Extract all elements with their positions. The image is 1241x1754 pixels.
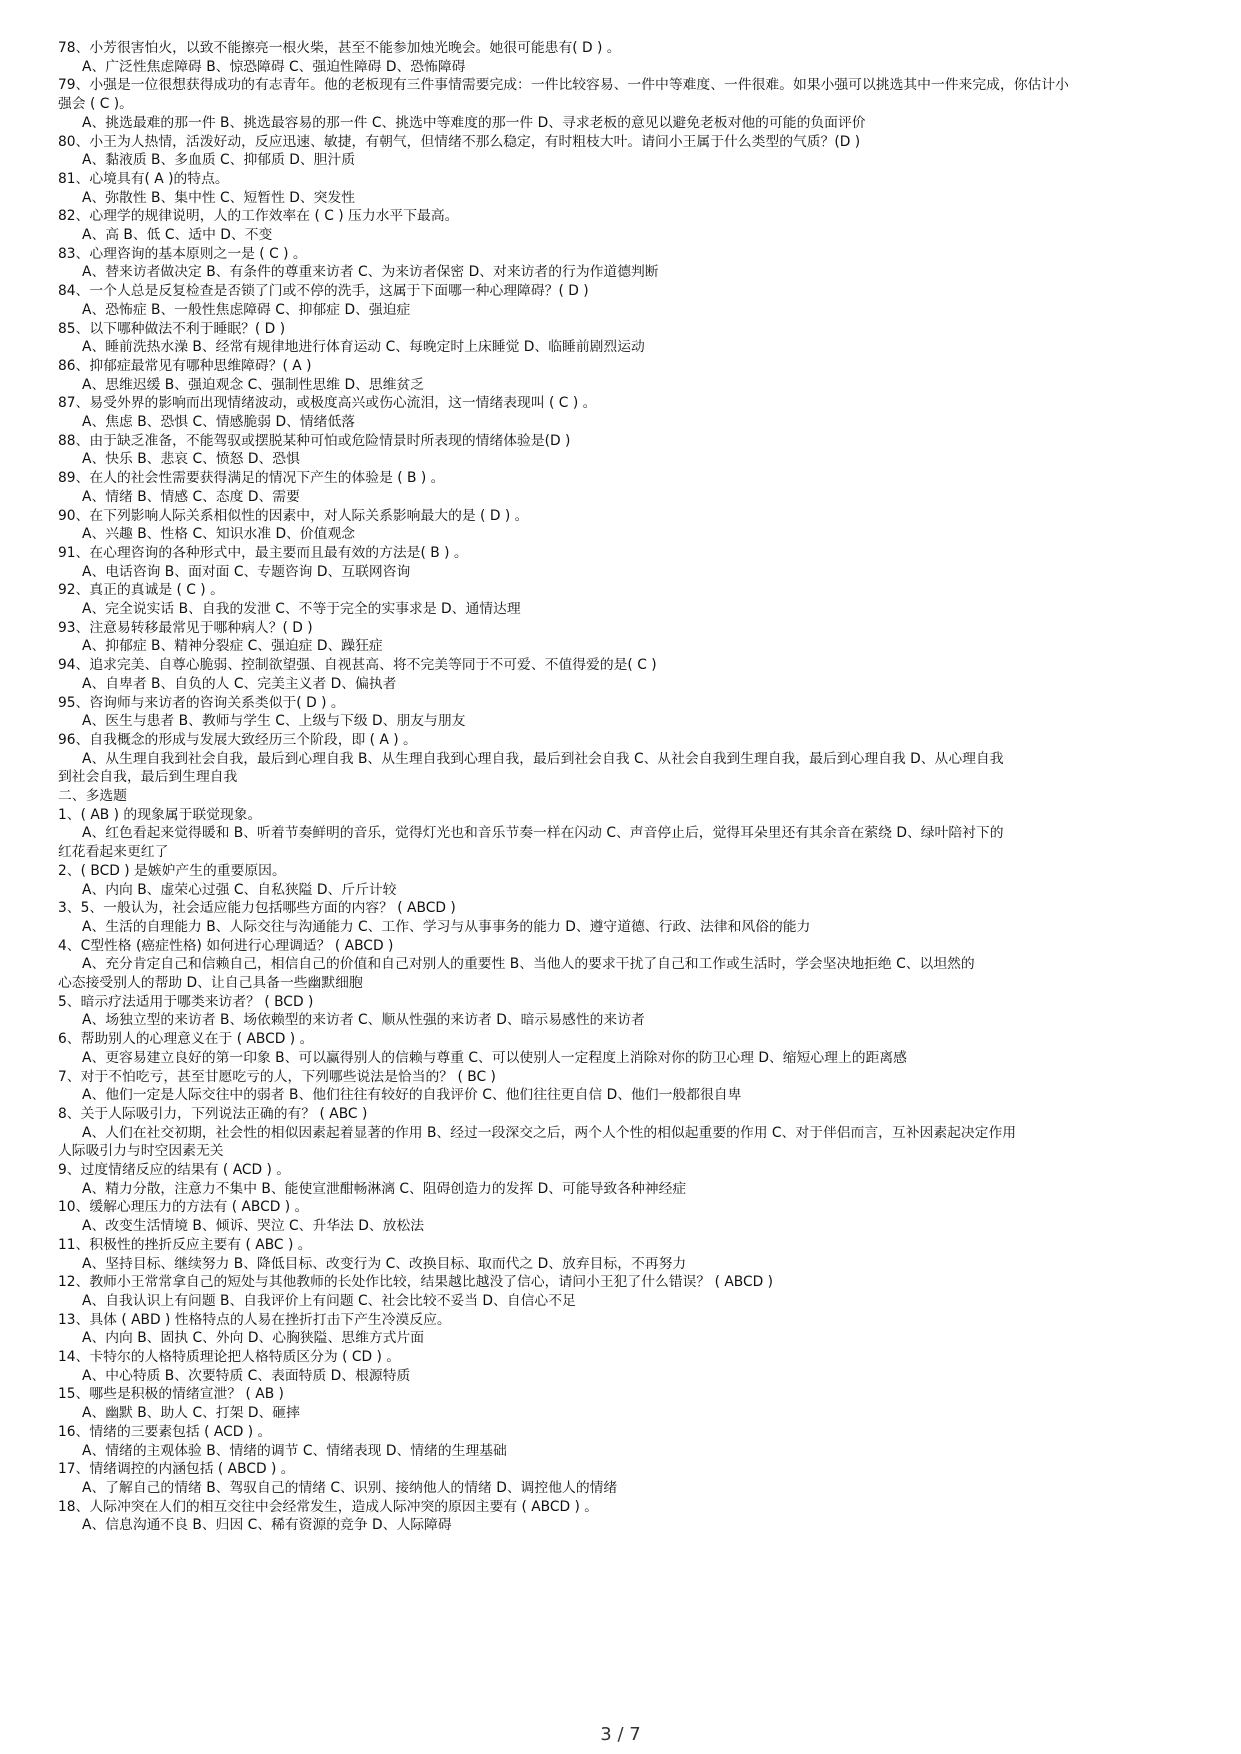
question-line: 二、多选题 bbox=[58, 788, 127, 804]
question-line: 强会 ( C )。 bbox=[58, 96, 133, 113]
answer-options: A、自卑者 B、自负的人 C、完美主义者 D、偏执者 bbox=[82, 675, 397, 692]
question-line: 78、小芳很害怕火，以致不能擦亮一根火柴，甚至不能参加烛光晚会。她很可能患有( D ) 。 bbox=[58, 40, 621, 56]
answer-options: A、场独立型的来访者 B、场依赖型的来访者 C、顺从性强的来访者 D、暗示易感性的来访者 bbox=[82, 1012, 645, 1029]
question-line: 88、由于缺乏准备，不能驾驭或摆脱某种可怕或危险情景时所表现的情绪体验是(D ) bbox=[58, 432, 571, 449]
question-line: 2、( BCD ) 是嫉妒产生的重要原因。 bbox=[58, 862, 286, 879]
answer-options: A、快乐 B、悲哀 C、愤怒 D、恐惧 bbox=[82, 451, 300, 468]
question-line: 87、易受外界的影响而出现情绪波动，或极度高兴或伤心流泪，这一情绪表现叫 ( C ) 。 bbox=[58, 395, 597, 412]
question-line: 3、5、一般认为，社会适应能力包括哪些方面的内容？ ( ABCD ) bbox=[58, 900, 456, 917]
question-line: 92、真正的真诚是 ( C ) 。 bbox=[58, 582, 224, 599]
question-line: 4、C型性格 (癌症性格) 如何进行心理调适？ ( ABCD ) bbox=[58, 937, 394, 954]
question-line: 14、卡特尔的人格特质理论把人格特质区分为 ( CD ) 。 bbox=[58, 1349, 401, 1365]
answer-options: A、挑选最难的那一件 B、挑选最容易的那一件 C、挑选中等难度的那一件 D、寻求老板的意见以避免老板对他的可能的负面评价 bbox=[82, 114, 866, 131]
question-line: 到社会自我，最后到生理自我 bbox=[58, 769, 238, 786]
question-line: 89、在人的社会性需要获得满足的情况下产生的体验是 ( B ) 。 bbox=[58, 470, 445, 487]
answer-options: A、坚持目标、继续努力 B、降低目标、改变行为 C、改换目标、取而代之 D、放弃目标，不再努力 bbox=[82, 1255, 687, 1272]
question-line: 94、追求完美、自尊心脆弱、控制欲望强、自视甚高、将不完美等同于不可爱、不值得爱的是( C ) bbox=[58, 657, 657, 674]
answer-options: A、他们一定是人际交往中的弱者 B、他们往往有较好的自我评价 C、他们往往更自信 D、他们一般都很自卑 bbox=[82, 1087, 742, 1104]
answer-options: A、内向 B、虚荣心过强 C、自私狭隘 D、斤斤计较 bbox=[82, 881, 397, 898]
question-line: 12、教师小王常常拿自己的短处与其他教师的长处作比较，结果越比越没了信心，请问小王犯了什么错误？ ( ABCD ) bbox=[58, 1274, 774, 1291]
answer-options: A、改变生活情境 B、倾诉、哭泣 C、升华法 D、放松法 bbox=[82, 1218, 425, 1235]
answer-options: A、充分肯定自己和信赖自己，相信自己的价值和自己对别人的重要性 B、当他人的要求干扰了自己和工作或生活时，学会坚决地拒绝 C、以坦然的 bbox=[82, 956, 975, 973]
question-line: 18、人际冲突在人们的相互交往中会经常发生，造成人际冲突的原因主要有 ( ABCD ) 。 bbox=[58, 1498, 599, 1515]
question-line: 96、自我概念的形成与发展大致经历三个阶段，即 ( A ) 。 bbox=[58, 731, 417, 748]
question-line: 6、帮助别人的心理意义在于 ( ABCD ) 。 bbox=[58, 1031, 314, 1048]
page-number: 3 / 7 bbox=[600, 1724, 641, 1745]
answer-options: A、电话咨询 B、面对面 C、专题咨询 D、互联网咨询 bbox=[82, 563, 411, 580]
answer-options: A、焦虑 B、恐惧 C、情感脆弱 D、情绪低落 bbox=[82, 414, 356, 430]
question-line: 红花看起来更红了 bbox=[58, 844, 169, 861]
question-line: 84、一个人总是反复检查是否锁了门或不停的洗手，这属于下面哪一种心理障碍？( D ) bbox=[58, 283, 589, 300]
answer-options: A、从生理自我到社会自我，最后到心理自我 B、从生理自我到心理自我，最后到社会自我 C、从社会自我到生理自我，最后到心理自我 D、从心理自我 bbox=[82, 750, 1004, 767]
question-line: 85、以下哪种做法不利于睡眠？( D ) bbox=[58, 320, 286, 337]
answer-options: A、生活的自理能力 B、人际交往与沟通能力 C、工作、学习与从事事务的能力 D、遵守道德、行政、法律和风俗的能力 bbox=[82, 918, 811, 935]
question-line: 心态接受别人的帮助 D、让自己具备一些幽默细胞 bbox=[58, 975, 363, 991]
question-line: 17、情绪调控的内涵包括 ( ABCD ) 。 bbox=[58, 1461, 295, 1478]
question-line: 86、抑郁症最常见有哪种思维障碍？( A ) bbox=[58, 357, 312, 374]
question-line: 81、心境具有( A )的特点。 bbox=[58, 170, 229, 187]
answer-options: A、幽默 B、助人 C、打架 D、砸摔 bbox=[82, 1405, 300, 1422]
question-line: 10、缓解心理压力的方法有 ( ABCD ) 。 bbox=[58, 1199, 309, 1216]
question-line: 83、心理咨询的基本原则之一是 ( C ) 。 bbox=[58, 245, 307, 262]
answer-options: A、替来访者做决定 B、有条件的尊重来访者 C、为来访者保密 D、对来访者的行为作道德判断 bbox=[82, 264, 659, 281]
answer-options: A、高 B、低 C、适中 D、不变 bbox=[82, 227, 273, 243]
answer-options: A、情绪的主观体验 B、情绪的调节 C、情绪表现 D、情绪的生理基础 bbox=[82, 1442, 507, 1459]
answer-options: A、完全说实话 B、自我的发泄 C、不等于完全的实事求是 D、通情达理 bbox=[82, 601, 521, 617]
question-line: 15、哪些是积极的情绪宣泄？ ( AB ) bbox=[58, 1386, 284, 1403]
question-line: 9、过度情绪反应的结果有 ( ACD ) 。 bbox=[58, 1162, 291, 1178]
question-line: 16、情绪的三要素包括 ( ACD ) 。 bbox=[58, 1423, 272, 1440]
question-line: 5、暗示疗法适用于哪类来访者？ ( BCD ) bbox=[58, 993, 314, 1010]
answer-options: A、广泛性焦虑障碍 B、惊恐障碍 C、强迫性障碍 D、恐怖障碍 bbox=[82, 58, 466, 75]
answer-options: A、抑郁症 B、精神分裂症 C、强迫症 D、躁狂症 bbox=[82, 638, 383, 655]
answer-options: A、自我认识上有问题 B、自我评价上有问题 C、社会比较不妥当 D、自信心不足 bbox=[82, 1292, 576, 1309]
answer-options: A、医生与患者 B、教师与学生 C、上级与下级 D、朋友与朋友 bbox=[82, 713, 466, 730]
question-line: 79、小强是一位很想获得成功的有志青年。他的老板现有三件事情需要完成：一件比较容易、一件中等难度、一件很难。如果小强可以挑选其中一件来完成，你估计小 bbox=[58, 77, 1069, 94]
answer-options: A、内向 B、固执 C、外向 D、心胸狭隘、思维方式片面 bbox=[82, 1330, 425, 1347]
answer-options: A、了解自己的情绪 B、驾驭自己的情绪 C、识别、接纳他人的情绪 D、调控他人的情绪 bbox=[82, 1479, 618, 1496]
answer-options: A、黏液质 B、多血质 C、抑郁质 D、胆汁质 bbox=[82, 152, 356, 169]
answer-options: A、睡前洗热水澡 B、经常有规律地进行体育运动 C、每晚定时上床睡觉 D、临睡前剧烈运动 bbox=[82, 339, 645, 356]
question-line: 95、咨询师与来访者的咨询关系类似于( D ) 。 bbox=[58, 694, 345, 711]
answer-options: A、信息沟通不良 B、归因 C、稀有资源的竞争 D、人际障碍 bbox=[82, 1517, 452, 1534]
question-line: 11、积极性的挫折反应主要有 ( ABC ) 。 bbox=[58, 1236, 312, 1253]
answer-options: A、精力分散，注意力不集中 B、能使宣泄酣畅淋漓 C、阻碍创造力的发挥 D、可能导致各种神经症 bbox=[82, 1180, 687, 1197]
question-line: 人际吸引力与时空因素无关 bbox=[58, 1143, 224, 1160]
answer-options: A、情绪 B、情感 C、态度 D、需要 bbox=[82, 488, 300, 505]
question-line: 80、小王为人热情，活泼好动，反应迅速、敏捷，有朝气，但情绪不那么稳定，有时粗枝大叶。请问小王属于什么类型的气质？(D ) bbox=[58, 133, 861, 150]
question-line: 7、对于不怕吃亏，甚至甘愿吃亏的人，下列哪些说法是恰当的？ ( BC ) bbox=[58, 1068, 496, 1085]
answer-options: A、中心特质 B、次要特质 C、表面特质 D、根源特质 bbox=[82, 1367, 411, 1384]
question-line: 93、注意易转移最常见于哪种病人？( D ) bbox=[58, 619, 313, 636]
question-line: 1、( AB ) 的现象属于联觉现象。 bbox=[58, 806, 262, 823]
question-line: 90、在下列影响人际关系相似性的因素中，对人际关系影响最大的是 ( D ) 。 bbox=[58, 507, 529, 524]
answer-options: A、弥散性 B、集中性 C、短暂性 D、突发性 bbox=[82, 189, 356, 206]
answer-options: A、思维迟缓 B、强迫观念 C、强制性思维 D、思维贫乏 bbox=[82, 376, 425, 393]
question-line: 8、关于人际吸引力，下列说法正确的有？ ( ABC ) bbox=[58, 1105, 368, 1122]
question-line: 13、具体 ( ABD ) 性格特点的人易在挫折打击下产生冷漠反应。 bbox=[58, 1311, 451, 1328]
answer-options: A、更容易建立良好的第一印象 B、可以赢得别人的信赖与尊重 C、可以使别人一定程度上消除对你的防卫心理 D、缩短心理上的距离感 bbox=[82, 1049, 907, 1066]
answer-options: A、兴趣 B、性格 C、知识水准 D、价值观念 bbox=[82, 526, 356, 543]
question-line: 91、在心理咨询的各种形式中，最主要而且最有效的方法是( B ) 。 bbox=[58, 544, 468, 561]
answer-options: A、红色看起来觉得暖和 B、听着节奏鲜明的音乐，觉得灯光也和音乐节奏一样在闪动 C、声音停止后，觉得耳朵里还有其余音在萦绕 D、绿叶陪衬下的 bbox=[82, 825, 1004, 842]
question-line: 82、心理学的规律说明，人的工作效率在 ( C ) 压力水平下最高。 bbox=[58, 208, 459, 225]
answer-options: A、人们在社交初期，社会性的相似因素起着显著的作用 B、经过一段深交之后，两个人个性的相似起重要的作用 C、对于伴侣而言，互补因素起决定作用 bbox=[82, 1124, 1017, 1141]
answer-options: A、恐怖症 B、一般性焦虑障碍 C、抑郁症 D、强迫症 bbox=[82, 301, 411, 318]
